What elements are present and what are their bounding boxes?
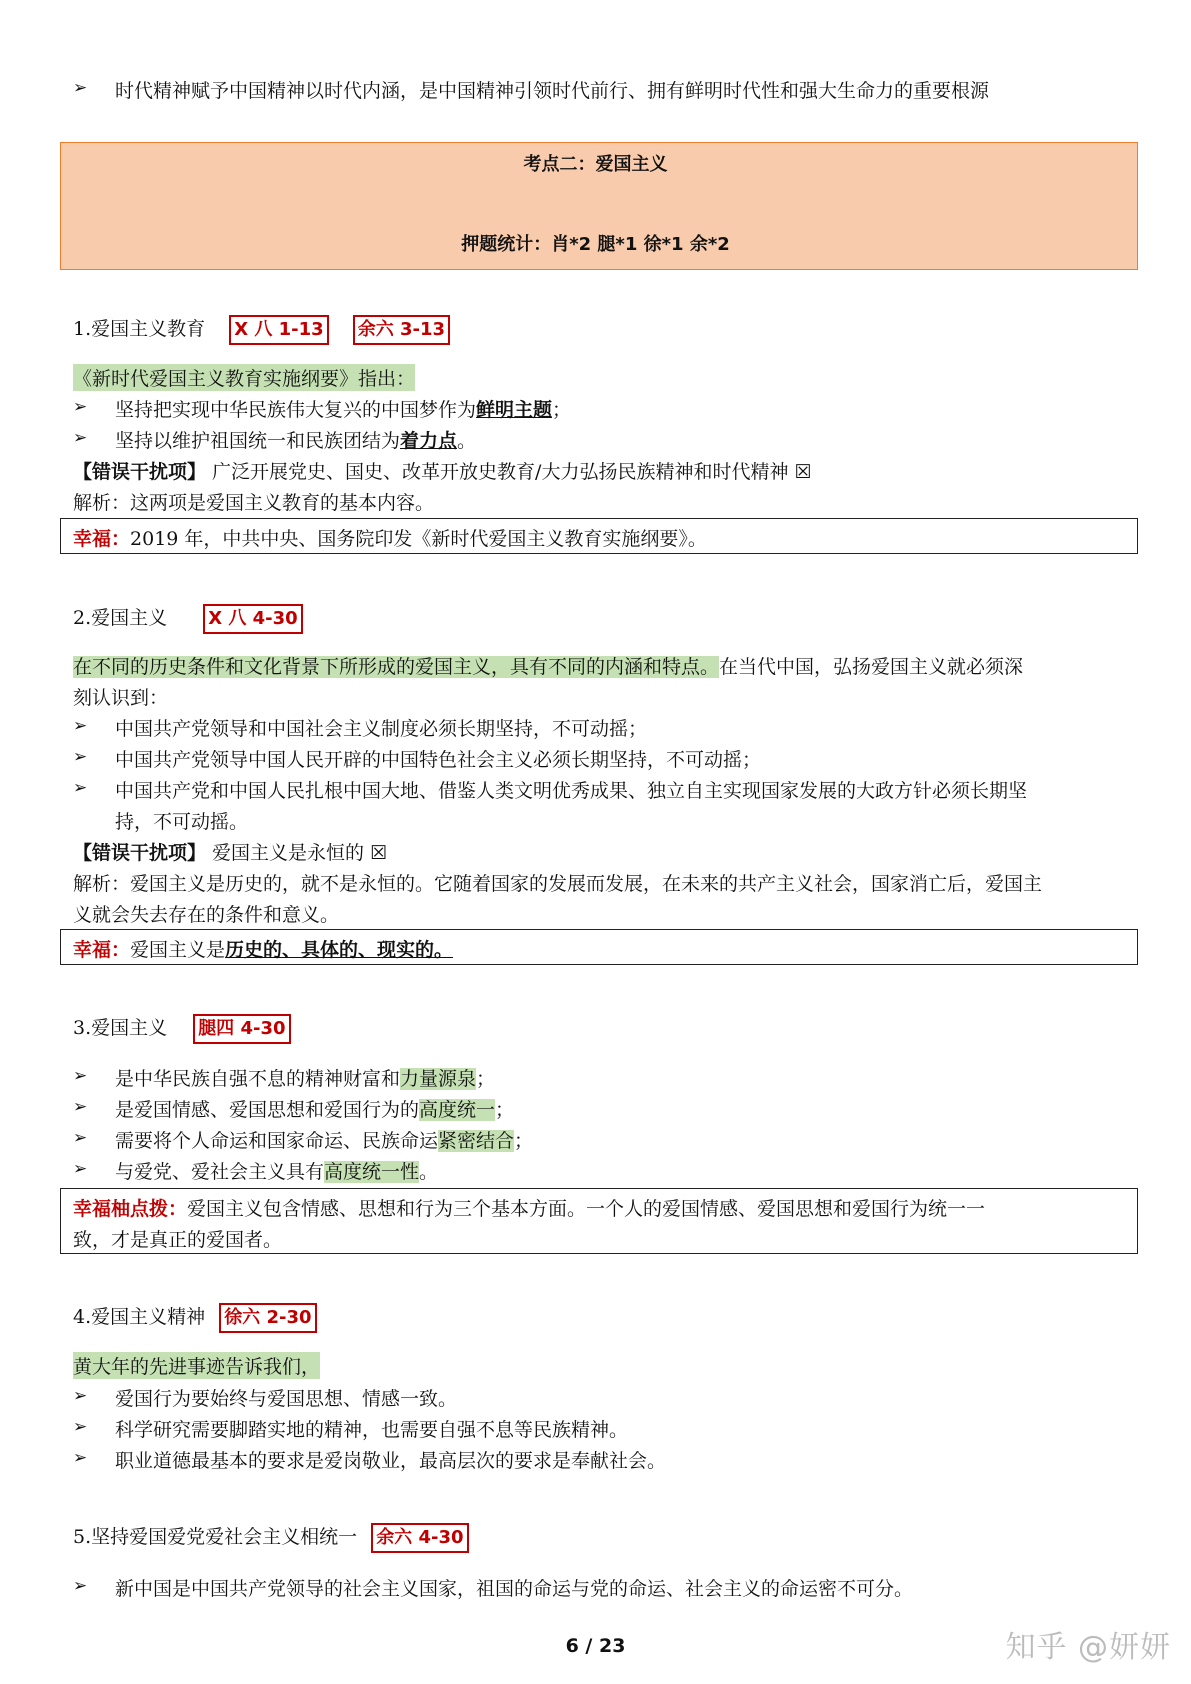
- bullet-icon: ➢: [73, 397, 88, 417]
- s5-bullet-1: 新中国是中国共产党领导的社会主义国家，祖国的命运与党的命运、社会主义的命运密不可分。: [115, 1578, 914, 1600]
- s4-bullet-1: 爱国行为要始终与爱国思想、情感一致。: [115, 1388, 458, 1410]
- s4-title: 4.爱国主义精神: [73, 1306, 206, 1328]
- s3-note-cont: 致，才是真正的爱国者。: [73, 1229, 283, 1251]
- bullet-icon: ➢: [73, 1576, 88, 1596]
- s3-bullet-1: 是中华民族自强不息的精神财富和力量源泉；: [115, 1068, 496, 1090]
- watermark: 知乎 @妍妍: [1005, 1630, 1171, 1665]
- s3-bullet-4: 与爱党、爱社会主义具有高度统一性。: [115, 1161, 439, 1183]
- section-title: 考点二：爱国主义: [523, 154, 668, 175]
- s2-analysis-cont: 义就会失去存在的条件和意义。: [73, 904, 340, 926]
- bullet-icon: ➢: [73, 1097, 88, 1117]
- bullet-icon: ➢: [73, 1128, 88, 1148]
- s1-note: 幸福：2019 年，中共中央、国务院印发《新时代爱国主义教育实施纲要》。: [73, 528, 707, 550]
- s5-tag: 余六 4-30: [371, 1523, 468, 1553]
- s1-lead: 《新时代爱国主义教育实施纲要》指出：: [73, 364, 415, 391]
- s4-bullet-2: 科学研究需要脚踏实地的精神，也需要自强不息等民族精神。: [115, 1419, 629, 1441]
- s2-analysis: 解析：爱国主义是历史的，就不是永恒的。它随着国家的发展而发展，在未来的共产主义社会，国家消亡后，爱国主: [73, 873, 1043, 895]
- s5-title: 5.坚持爱国爱党爱社会主义相统一: [73, 1526, 358, 1548]
- bullet-icon: ➢: [73, 778, 88, 798]
- s1-bullet-1: 坚持把实现中华民族伟大复兴的中国梦作为鲜明主题；: [115, 399, 572, 421]
- s3-title: 3.爱国主义: [73, 1017, 168, 1039]
- s2-error-item: 【错误干扰项】 爱国主义是永恒的 ☒: [73, 842, 388, 864]
- s2-title: 2.爱国主义: [73, 607, 168, 629]
- bullet-icon: ➢: [73, 1159, 88, 1179]
- bullet-icon: ➢: [73, 1448, 88, 1468]
- bullet-icon: ➢: [73, 1386, 88, 1406]
- s4-bullet-3: 职业道德最基本的要求是爱岗敬业，最高层次的要求是奉献社会。: [115, 1450, 667, 1472]
- s2-note: 幸福：爱国主义是历史的、具体的、现实的。: [73, 939, 454, 961]
- bullet-icon: ➢: [73, 1417, 88, 1437]
- s2-heading: [73, 603, 303, 634]
- s4-heading: [73, 1302, 317, 1333]
- s2-tag: X 八 4-30: [203, 604, 302, 634]
- s2-bullet-1: 中国共产党领导和中国社会主义制度必须长期坚持，不可动摇；: [115, 718, 648, 740]
- section-stats: 押题统计：肖*2 腿*1 徐*1 余*2: [461, 234, 730, 255]
- s2-bullet-2: 中国共产党领导中国人民开辟的中国特色社会主义必须长期坚持，不可动摇；: [115, 749, 762, 771]
- bullet-icon: ➢: [73, 78, 88, 98]
- s1-error-item: 【错误干扰项】 广泛开展党史、国史、改革开放史教育/大力弘扬民族精神和时代精神 ☒: [73, 461, 812, 483]
- s1-bullet-2: 坚持以维护祖国统一和民族团结为着力点。: [115, 430, 477, 452]
- s2-bullet-3: 中国共产党和中国人民扎根中国大地、借鉴人类文明优秀成果、独立自主实现国家发展的大政方针必须长期坚: [115, 780, 1028, 802]
- s1-title: 1.爱国主义教育: [73, 318, 206, 340]
- bullet-icon: ➢: [73, 1066, 88, 1086]
- s1-tag-1: X 八 1-13: [229, 315, 328, 345]
- s5-heading: [73, 1522, 469, 1553]
- s2-lead: 在不同的历史条件和文化背景下所形成的爱国主义，具有不同的内涵和特点。在当代中国，弘扬爱国主义就必须深: [73, 656, 1024, 678]
- s1-tag-2: 余六 3-13: [353, 315, 450, 345]
- s2-lead-cont: 刻认识到：: [73, 687, 169, 709]
- s4-lead: 黄大年的先进事迹告诉我们，: [73, 1352, 320, 1379]
- bullet-icon: ➢: [73, 747, 88, 767]
- bullet-icon: ➢: [73, 428, 88, 448]
- s1-heading: [73, 314, 450, 345]
- s4-tag: 徐六 2-30: [219, 1303, 316, 1333]
- s3-heading: [73, 1013, 291, 1044]
- s3-bullet-2: 是爱国情感、爱国思想和爱国行为的高度统一；: [115, 1099, 515, 1121]
- bullet-icon: ➢: [73, 716, 88, 736]
- s3-bullet-3: 需要将个人命运和国家命运、民族命运紧密结合；: [115, 1130, 534, 1152]
- s1-analysis: 解析：这两项是爱国主义教育的基本内容。: [73, 492, 435, 514]
- s3-note: 幸福柚点拨：爱国主义包含情感、思想和行为三个基本方面。一个人的爱国情感、爱国思想和爱国行为统一一: [73, 1198, 986, 1220]
- intro-text: 时代精神赋予中国精神以时代内涵，是中国精神引领时代前行、拥有鲜明时代性和强大生命力的重要根源: [115, 80, 990, 102]
- s2-bullet-3-cont: 持，不可动摇。: [115, 811, 249, 833]
- page-number: 6 / 23: [565, 1635, 626, 1657]
- s3-tag: 腿四 4-30: [193, 1014, 290, 1044]
